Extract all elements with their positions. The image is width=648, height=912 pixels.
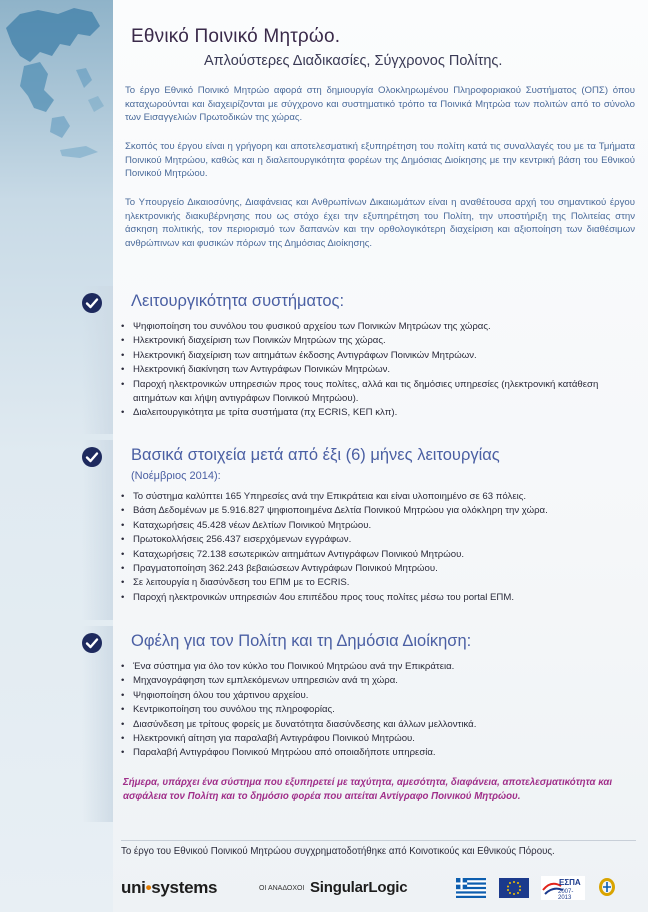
espa-label: ΕΣΠΑ [559,878,581,887]
section-bar [82,626,113,822]
contractors-label: ΟΙ ΑΝΑΔΟΧΟΙ [259,885,305,892]
list-item: • Βάση Δεδομένων με 5.916.827 ψηφιοποιημένα Δελτία Ποινικού Μητρώου για ολόκληρη την χώρα. [121,504,631,518]
greek-flag-icon [456,878,486,898]
espa-logo [541,876,585,900]
greece-map-icon [0,0,113,180]
list-item: • Ηλεκτρονική διαχείριση των αιτημάτων έκδοσης Αντιγράφων Ποινικών Μητρώων. [121,349,631,363]
list-item: • Ένα σύστημα για όλο τον κύκλο του Ποινικού Μητρώου ανά την Επικράτεια. [121,660,631,674]
list-item: • Πρωτοκολλήσεις 256.437 εισερχόμενων εγγράφων. [121,533,631,547]
intro-paragraph: Το Υπουργείο Δικαιοσύνης, Διαφάνειας και Ανθρωπίνων Δικαιωμάτων είναι η αναθέτουσα αρχή του σημαντικού έργου ηλεκτρονικής διακυβέρνησης που ως στόχο έχει την εξυπηρέτηση του Πολίτη, την υποστήριξη της Πολιτείας στην άσκηση πολιτικής, τον περιορισμό των δαπανών και την ορθολογικότερη διαχείριση και αξιοποίηση των διαθέσιμων ανθρώπινων και φυσικών πόρων της Δημόσιας Διοίκησης. [125,197,635,249]
funding-note: Το έργο του Εθνικού Ποινικού Μητρώου συγχρηματοδοτήθηκε από Κοινοτικούς και Εθνικούς Πόρους. [121,846,555,857]
list-item: • Καταχωρήσεις 45.428 νέων Δελτίων Ποινικού Μητρώου. [121,519,631,533]
list-item: • Το σύστημα καλύπτει 165 Υπηρεσίες ανά την Επικράτεια και είναι υλοποιημένο σε 63 πόλεις. [121,490,631,504]
espa-years: 2007-2013 [558,889,574,901]
list-item: • Παροχή ηλεκτρονικών υπηρεσιών προς τους πολίτες, αλλά και τις δημόσιες υπηρεσίες (ηλεκτρονική κατάθεση αιτημάτων και λήψη αντιγράφων Ποινικού Μητρώου). [121,378,631,407]
section-benefits [113,626,648,822]
content-column [113,0,648,912]
section-list [121,320,631,421]
list-item: • Διαλειτουργικότητα με τρίτα συστήματα (πχ ECRIS, ΚΕΠ κλπ). [121,406,631,420]
list-item: • Παροχή ηλεκτρονικών υπηρεσιών 4ου επιπέδου προς τους πολίτες μέσω του portal ΕΠΜ. [121,591,631,605]
checkmark-icon [81,446,103,468]
list-item: • Μηχανογράφηση των εμπλεκόμενων υπηρεσιών ανά τη χώρα. [121,674,631,688]
list-item: • Ηλεκτρονική διαχείριση των Ποινικών Μητρώων της χώρας. [121,334,631,348]
list-item: • Ψηφιοποίηση όλου του χάρτινου αρχείου. [121,689,631,703]
list-item: • Κεντρικοποίηση του συνόλου της πληροφορίας. [121,703,631,717]
section-title: Οφέλη για τον Πολίτη και τη Δημόσια Διοίκηση: [131,632,472,650]
intro-paragraph: Το έργο Εθνικό Ποινικό Μητρώο αφορά στη δημιουργία Ολοκληρωμένου Πληροφοριακού Συστήματος (ΟΠΣ) όπου καταχωρούνται και διαχειρίζονται με σύγχρονο και συστηματικό τρόπο τα Ποινικά Μητρώα των πολιτών από το σύνολο των Εισαγγελιών Πρωτοδικών της χώρας. [125,85,635,123]
intro-paragraph: Σκοπός του έργου είναι η γρήγορη και αποτελεσματική εξυπηρέτηση του πολίτη κατά τις συναλλαγές του με τα Τμήματα Ποινικού Μητρώου, καθώς και η διαλειτουργικότητα φορέων της Δημόσιας Διοίκησης με την κεντρική βάση του Εθνικού Ποινικού Μητρώου. [125,141,635,179]
list-item: • Καταχωρήσεις 72.138 εσωτερικών αιτημάτων Αντιγράφων Ποινικού Μητρώου. [121,548,631,562]
list-item: • Πραγματοποίηση 362.243 βεβαιώσεων Αντιγράφων Ποινικού Μητρώου. [121,562,631,576]
section-subtitle: (Νοέμβριος 2014): [131,470,221,482]
section-list [121,490,631,605]
checkmark-icon [81,292,103,314]
section-key-figures [113,440,648,620]
list-item: • Ψηφιοποίηση του συνόλου του φυσικού αρχείου των Ποινικών Μητρώων της χώρας. [121,320,631,334]
list-item: • Παραλαβή Αντιγράφου Ποινικού Μητρώου από οποιαδήποτε υπηρεσία. [121,746,631,760]
section-title: Λειτουργικότητα συστήματος: [131,292,345,310]
eu-flag-icon [499,878,529,898]
unisystems-logo: uni•systems [121,878,218,897]
page-title: Εθνικό Ποινικό Μητρώο. [131,26,341,47]
logo-strip [113,868,648,908]
list-item: • Διασύνδεση με τρίτους φορείς με δυνατότητα διασύνδεσης και άλλων μελλοντικά. [121,718,631,732]
list-item: • Ηλεκτρονική διακίνηση των Αντιγράφων Ποινικών Μητρώων. [121,363,631,377]
divider [121,840,636,841]
section-functionality [113,286,648,434]
section-list [121,660,631,761]
checkmark-icon [81,632,103,654]
singularlogic-logo: SingularLogic [310,879,408,896]
closing-statement: Σήμερα, υπάρχει ένα σύστημα που εξυπηρετεί με ταχύτητα, αμεσότητα, διαφάνεια, αποτελεσματικότητα και ασφάλεια τον Πολίτη και το δημόσιο φορέα που αιτείται Αντίγραφο Ποινικού Μητρώου. [123,777,613,802]
list-item: • Σε λειτουργία η διασύνδεση του ΕΠΜ με το ECRIS. [121,576,631,590]
list-item: • Ηλεκτρονική αίτηση για παραλαβή Αντιγράφου Ποινικού Μητρώου. [121,732,631,746]
page-subtitle: Απλούστερες Διαδικασίες, Σύγχρονος Πολίτης. [204,53,503,69]
section-title: Βασικά στοιχεία μετά από έξι (6) μήνες λειτουργίας [131,446,500,464]
greek-emblem-icon [597,876,617,898]
